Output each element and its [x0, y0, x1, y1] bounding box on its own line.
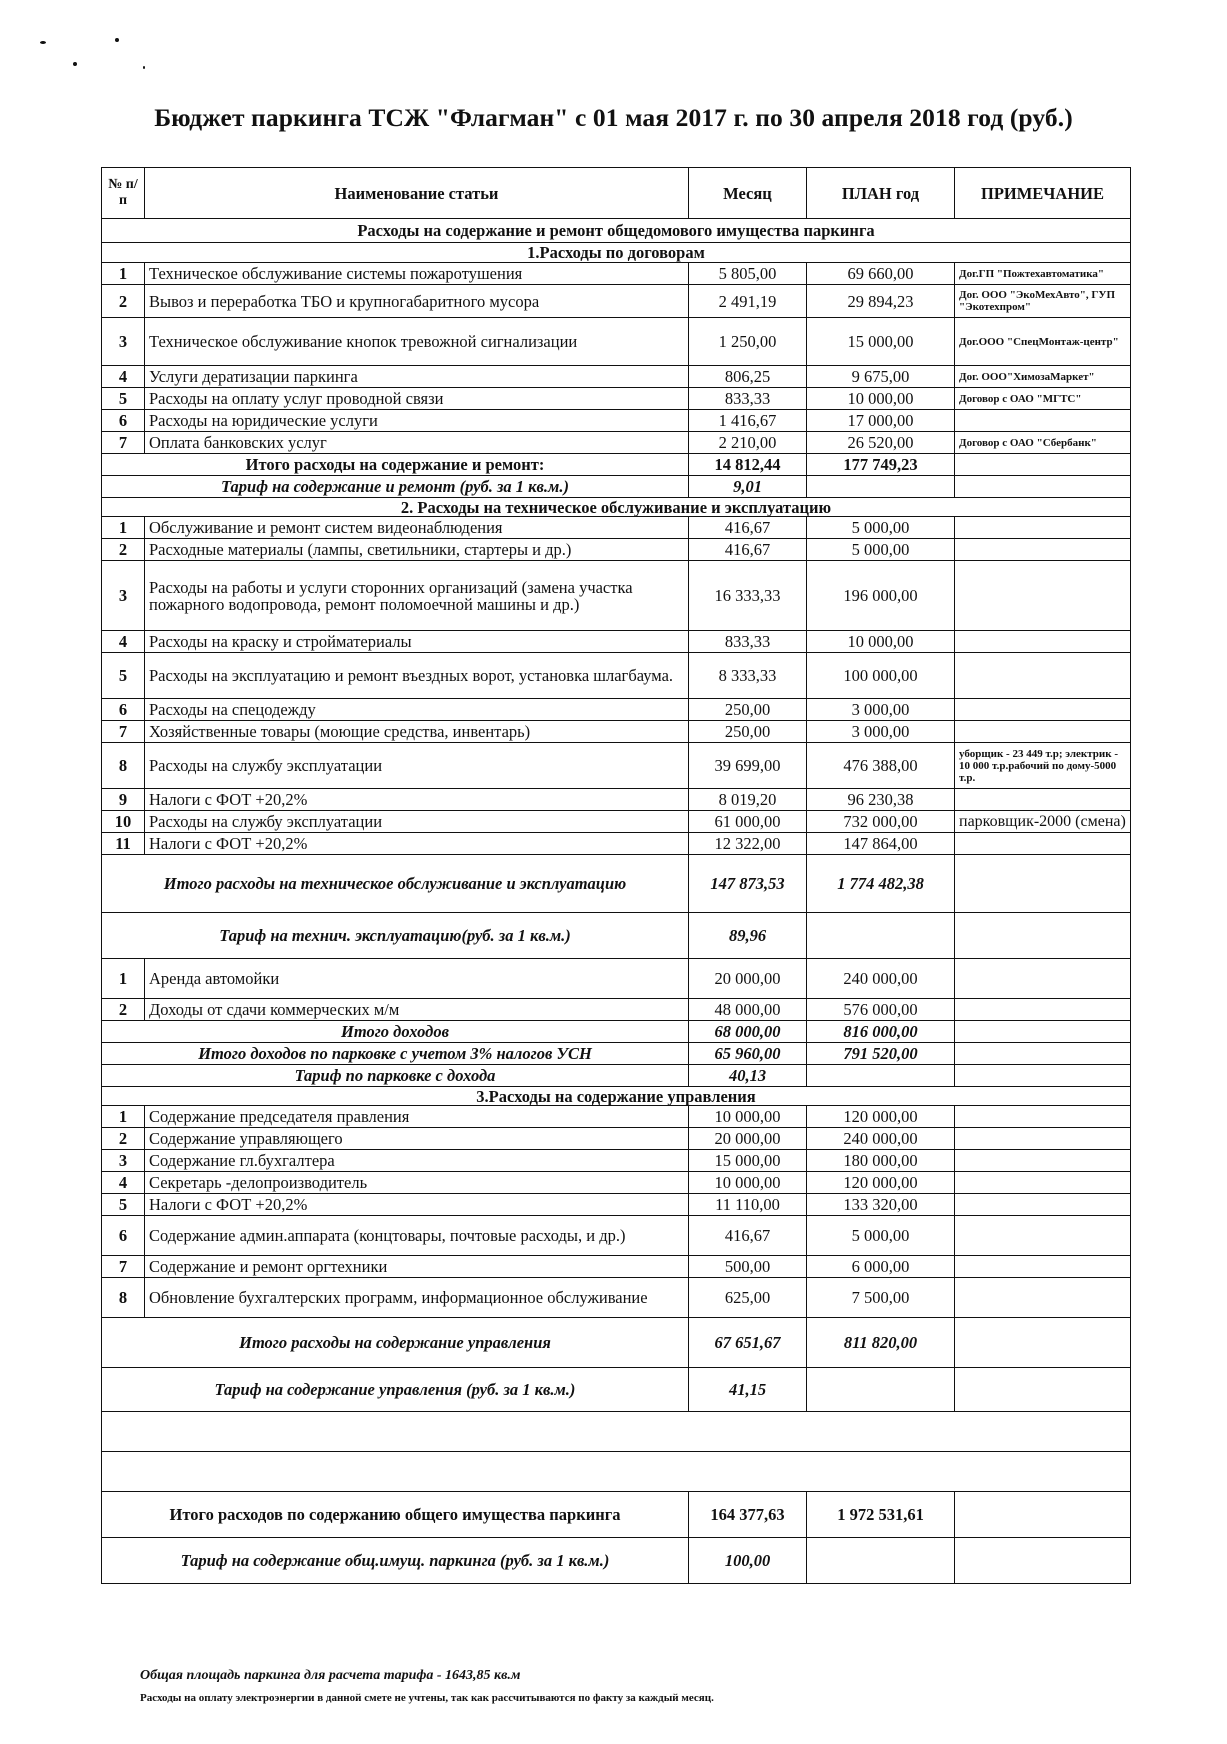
total-month: 40,13: [689, 1065, 807, 1087]
note-cell: [955, 999, 1131, 1021]
table-row: [102, 388, 1131, 410]
total-row: [102, 454, 1131, 476]
item-name: Вывоз и переработка ТБО и крупногабаритного мусора: [145, 285, 689, 318]
note-cell: [955, 1150, 1131, 1172]
total-year: 816 000,00: [807, 1021, 955, 1043]
total-month: 14 812,44: [689, 454, 807, 476]
month-value: 250,00: [689, 721, 807, 743]
table-row: [102, 366, 1131, 388]
month-value: 1 250,00: [689, 318, 807, 366]
total-month: 41,15: [689, 1368, 807, 1412]
grand-tariff-row: [102, 1538, 1131, 1584]
row-number: 3: [102, 318, 145, 366]
total-year: 791 520,00: [807, 1043, 955, 1065]
year-value: 10 000,00: [807, 388, 955, 410]
tariff-row: [102, 476, 1131, 498]
section-1-title: 1.Расходы по договорам: [102, 243, 1131, 263]
year-value: 10 000,00: [807, 631, 955, 653]
note-cell: [955, 1172, 1131, 1194]
note-cell: [955, 454, 1131, 476]
month-value: 416,67: [689, 1216, 807, 1256]
month-value: 250,00: [689, 699, 807, 721]
note-cell: парковщик-2000 (смена): [955, 811, 1131, 833]
note-cell: [955, 476, 1131, 498]
total-label: Итого расходы на содержание управления: [102, 1318, 689, 1368]
note-cell: [955, 1492, 1131, 1538]
total-row: [102, 855, 1131, 913]
total-row: [102, 1318, 1131, 1368]
year-value: 26 520,00: [807, 432, 955, 454]
row-number: 4: [102, 366, 145, 388]
item-name: Содержание управляющего: [145, 1128, 689, 1150]
income-total-row: [102, 1021, 1131, 1043]
row-number: 7: [102, 721, 145, 743]
note-cell: [955, 699, 1131, 721]
footnote-area-size: Общая площадь паркинга для расчета тарифа - 1643,85 кв.м: [140, 1668, 521, 1683]
total-label: Итого доходов: [102, 1021, 689, 1043]
row-number: 9: [102, 789, 145, 811]
total-month: 68 000,00: [689, 1021, 807, 1043]
month-value: 20 000,00: [689, 1128, 807, 1150]
year-value: 69 660,00: [807, 263, 955, 285]
year-value: 5 000,00: [807, 539, 955, 561]
month-value: 806,25: [689, 366, 807, 388]
section-header-row: [102, 498, 1131, 517]
item-name: Расходы на службу эксплуатации: [145, 811, 689, 833]
table-row: [102, 959, 1131, 999]
note-cell: [955, 855, 1131, 913]
year-value: 147 864,00: [807, 833, 955, 855]
year-value: 6 000,00: [807, 1256, 955, 1278]
col-header-name: Наименование статьи: [145, 168, 689, 219]
item-name: Расходы на эксплуатацию и ремонт въездных ворот, установка шлагбаума.: [145, 653, 689, 699]
item-name: Расходы на работы и услуги сторонних организаций (замена участка пожарного водопровода, ремонт поломоечной машины и др.): [145, 561, 689, 631]
col-header-note: ПРИМЕЧАНИЕ: [955, 168, 1131, 219]
year-value: 476 388,00: [807, 743, 955, 789]
month-value: 61 000,00: [689, 811, 807, 833]
item-name: Содержание админ.аппарата (концтовары, почтовые расходы, и др.): [145, 1216, 689, 1256]
row-number: 7: [102, 1256, 145, 1278]
tariff-row: [102, 1065, 1131, 1087]
section-2-title: 2. Расходы на техническое обслуживание и эксплуатацию: [102, 498, 1131, 517]
item-name: Налоги с ФОТ +20,2%: [145, 833, 689, 855]
year-value: 15 000,00: [807, 318, 955, 366]
total-year: [807, 1065, 955, 1087]
total-year: 1 972 531,61: [807, 1492, 955, 1538]
total-month: 164 377,63: [689, 1492, 807, 1538]
total-year: 811 820,00: [807, 1318, 955, 1368]
table-row: [102, 653, 1131, 699]
note-cell: [955, 1021, 1131, 1043]
note-cell: [955, 1318, 1131, 1368]
total-month: 89,96: [689, 913, 807, 959]
month-value: 10 000,00: [689, 1172, 807, 1194]
month-value: 833,33: [689, 388, 807, 410]
grand-total-row: [102, 1492, 1131, 1538]
row-number: 6: [102, 410, 145, 432]
total-label: Тариф на содержание общ.имущ. паркинга (руб. за 1 кв.м.): [102, 1538, 689, 1584]
table-row: [102, 285, 1131, 318]
month-value: 833,33: [689, 631, 807, 653]
col-header-month: Месяц: [689, 168, 807, 219]
month-value: 8 019,20: [689, 789, 807, 811]
section-header-row: [102, 243, 1131, 263]
total-label: Итого расходы на техническое обслуживание и эксплуатацию: [102, 855, 689, 913]
note-cell: [955, 1368, 1131, 1412]
note-cell: [955, 959, 1131, 999]
blank-row: [102, 1412, 1131, 1452]
item-name: Секретарь -делопроизводитель: [145, 1172, 689, 1194]
total-year: [807, 1538, 955, 1584]
section-3-title: 3.Расходы на содержание управления: [102, 1087, 1131, 1106]
item-name: Доходы от сдачи коммерческих м/м: [145, 999, 689, 1021]
note-cell: [955, 561, 1131, 631]
table-row: [102, 811, 1131, 833]
row-number: 6: [102, 699, 145, 721]
row-number: 4: [102, 1172, 145, 1194]
table-row: [102, 1128, 1131, 1150]
month-value: 500,00: [689, 1256, 807, 1278]
total-month: 65 960,00: [689, 1043, 807, 1065]
total-label: Итого расходов по содержанию общего имущества паркинга: [102, 1492, 689, 1538]
note-cell: [955, 1216, 1131, 1256]
month-value: 39 699,00: [689, 743, 807, 789]
blank-cell: [102, 1452, 1131, 1492]
item-name: Расходы на спецодежду: [145, 699, 689, 721]
year-value: 96 230,38: [807, 789, 955, 811]
month-value: 10 000,00: [689, 1106, 807, 1128]
total-month: 67 651,67: [689, 1318, 807, 1368]
row-number: 11: [102, 833, 145, 855]
row-number: 1: [102, 1106, 145, 1128]
month-value: 416,67: [689, 539, 807, 561]
blank-row: [102, 1452, 1131, 1492]
item-name: Налоги с ФОТ +20,2%: [145, 1194, 689, 1216]
year-value: 180 000,00: [807, 1150, 955, 1172]
row-number: 1: [102, 263, 145, 285]
table-row: [102, 631, 1131, 653]
item-name: Оплата банковских услуг: [145, 432, 689, 454]
table-row: [102, 517, 1131, 539]
table-row: [102, 789, 1131, 811]
item-name: Обслуживание и ремонт систем видеонаблюдения: [145, 517, 689, 539]
year-value: 5 000,00: [807, 1216, 955, 1256]
table-row: [102, 999, 1131, 1021]
note-cell: [955, 517, 1131, 539]
year-value: 133 320,00: [807, 1194, 955, 1216]
table-header-row: [102, 168, 1131, 219]
item-name: Расходы на службу эксплуатации: [145, 743, 689, 789]
month-value: 48 000,00: [689, 999, 807, 1021]
year-value: 3 000,00: [807, 721, 955, 743]
month-value: 16 333,33: [689, 561, 807, 631]
year-value: 576 000,00: [807, 999, 955, 1021]
month-value: 5 805,00: [689, 263, 807, 285]
month-value: 416,67: [689, 517, 807, 539]
total-label: Итого доходов по парковке с учетом 3% налогов УСН: [102, 1043, 689, 1065]
year-value: 17 000,00: [807, 410, 955, 432]
row-number: 2: [102, 1128, 145, 1150]
table-body: [102, 219, 1131, 1584]
year-value: 120 000,00: [807, 1172, 955, 1194]
note-cell: [955, 1043, 1131, 1065]
section-header-row: [102, 219, 1131, 243]
row-number: 5: [102, 653, 145, 699]
note-cell: уборщик - 23 449 т.р; электрик - 10 000 т.р.рабочий по дому-5000 т.р.: [955, 743, 1131, 789]
table-row: [102, 833, 1131, 855]
month-value: 2 491,19: [689, 285, 807, 318]
note-cell: [955, 539, 1131, 561]
year-value: 5 000,00: [807, 517, 955, 539]
note-cell: [955, 721, 1131, 743]
note-cell: [955, 1256, 1131, 1278]
item-name: Хозяйственные товары (моющие средства, инвентарь): [145, 721, 689, 743]
table-row: [102, 1150, 1131, 1172]
table-row: [102, 743, 1131, 789]
item-name: Расходные материалы (лампы, светильники, стартеры и др.): [145, 539, 689, 561]
note-cell: [955, 631, 1131, 653]
total-label: Итого расходы на содержание и ремонт:: [102, 454, 689, 476]
row-number: 8: [102, 743, 145, 789]
item-name: Расходы на оплату услуг проводной связи: [145, 388, 689, 410]
month-value: 625,00: [689, 1278, 807, 1318]
note-cell: [955, 833, 1131, 855]
table-row: [102, 410, 1131, 432]
year-value: 240 000,00: [807, 1128, 955, 1150]
row-number: 2: [102, 285, 145, 318]
note-cell: Договор с ОАО "МГТС": [955, 388, 1131, 410]
section-main-title: Расходы на содержание и ремонт общедомового имущества паркинга: [102, 219, 1131, 243]
table-row: [102, 1106, 1131, 1128]
scan-speck: [115, 38, 119, 42]
year-value: 732 000,00: [807, 811, 955, 833]
year-value: 9 675,00: [807, 366, 955, 388]
income-tax-row: [102, 1043, 1131, 1065]
row-number: 1: [102, 517, 145, 539]
table-row: [102, 1216, 1131, 1256]
item-name: Техническое обслуживание системы пожаротушения: [145, 263, 689, 285]
document-title: Бюджет паркинга ТСЖ "Флагман" с 01 мая 2017 г. по 30 апреля 2018 год (руб.): [154, 103, 1073, 132]
total-label: Тариф на содержание и ремонт (руб. за 1 кв.м.): [102, 476, 689, 498]
item-name: Содержание и ремонт оргтехники: [145, 1256, 689, 1278]
note-cell: [955, 1128, 1131, 1150]
year-value: 240 000,00: [807, 959, 955, 999]
note-cell: Дог.ООО "СпецМонтаж-центр": [955, 318, 1131, 366]
total-year: [807, 913, 955, 959]
total-year: [807, 476, 955, 498]
table-row: [102, 318, 1131, 366]
total-label: Тариф на технич. эксплуатацию(руб. за 1 кв.м.): [102, 913, 689, 959]
item-name: Расходы на краску и стройматериалы: [145, 631, 689, 653]
note-cell: [955, 1106, 1131, 1128]
row-number: 8: [102, 1278, 145, 1318]
item-name: Налоги с ФОТ +20,2%: [145, 789, 689, 811]
month-value: 11 110,00: [689, 1194, 807, 1216]
month-value: 20 000,00: [689, 959, 807, 999]
table-row: [102, 432, 1131, 454]
tariff-row: [102, 1368, 1131, 1412]
row-number: 6: [102, 1216, 145, 1256]
footnotes: [140, 1668, 714, 1704]
item-name: Обновление бухгалтерских программ, информационное обслуживание: [145, 1278, 689, 1318]
item-name: Содержание гл.бухгалтера: [145, 1150, 689, 1172]
total-year: [807, 1368, 955, 1412]
month-value: 1 416,67: [689, 410, 807, 432]
total-month: 147 873,53: [689, 855, 807, 913]
note-cell: Дог. ООО"ХимозаМаркет": [955, 366, 1131, 388]
year-value: 120 000,00: [807, 1106, 955, 1128]
note-cell: Договор с ОАО "Сбербанк": [955, 432, 1131, 454]
item-name: Услуги дератизации паркинга: [145, 366, 689, 388]
note-cell: [955, 1194, 1131, 1216]
footnote-electricity: Расходы на оплату электроэнергии в данной смете не учтены, так как рассчитываются по факту за каждый месяц.: [140, 1692, 714, 1704]
item-name: Расходы на юридические услуги: [145, 410, 689, 432]
month-value: 8 333,33: [689, 653, 807, 699]
section-header-row: [102, 1087, 1131, 1106]
row-number: 7: [102, 432, 145, 454]
scan-speck: [143, 66, 145, 69]
row-number: 3: [102, 561, 145, 631]
table-row: [102, 1172, 1131, 1194]
blank-cell: [102, 1412, 1131, 1452]
year-value: 196 000,00: [807, 561, 955, 631]
year-value: 29 894,23: [807, 285, 955, 318]
table-row: [102, 263, 1131, 285]
row-number: 4: [102, 631, 145, 653]
month-value: 15 000,00: [689, 1150, 807, 1172]
col-header-year: ПЛАН год: [807, 168, 955, 219]
note-cell: [955, 913, 1131, 959]
total-year: 1 774 482,38: [807, 855, 955, 913]
budget-table: [101, 167, 1131, 1584]
row-number: 1: [102, 959, 145, 999]
note-cell: [955, 1278, 1131, 1318]
note-cell: [955, 653, 1131, 699]
table-row: [102, 539, 1131, 561]
month-value: 2 210,00: [689, 432, 807, 454]
item-name: Содержание председателя правления: [145, 1106, 689, 1128]
item-name: Аренда автомойки: [145, 959, 689, 999]
month-value: 12 322,00: [689, 833, 807, 855]
year-value: 3 000,00: [807, 699, 955, 721]
table-row: [102, 1194, 1131, 1216]
note-cell: [955, 1538, 1131, 1584]
row-number: 2: [102, 999, 145, 1021]
tariff-row: [102, 913, 1131, 959]
table-row: [102, 721, 1131, 743]
row-number: 5: [102, 388, 145, 410]
note-cell: [955, 1065, 1131, 1087]
row-number: 5: [102, 1194, 145, 1216]
total-label: Тариф на содержание управления (руб. за 1 кв.м.): [102, 1368, 689, 1412]
total-label: Тариф по парковке с дохода: [102, 1065, 689, 1087]
total-year: 177 749,23: [807, 454, 955, 476]
total-month: 9,01: [689, 476, 807, 498]
year-value: 100 000,00: [807, 653, 955, 699]
table-row: [102, 1256, 1131, 1278]
table-row: [102, 699, 1131, 721]
row-number: 10: [102, 811, 145, 833]
scan-speck: [40, 41, 46, 44]
note-cell: Дог. ООО "ЭкоМехАвто", ГУП "Экотехпром": [955, 285, 1131, 318]
note-cell: Дог.ГП "Пожтехавтоматика": [955, 263, 1131, 285]
note-cell: [955, 410, 1131, 432]
table-row: [102, 1278, 1131, 1318]
year-value: 7 500,00: [807, 1278, 955, 1318]
item-name: Техническое обслуживание кнопок тревожной сигнализации: [145, 318, 689, 366]
row-number: 3: [102, 1150, 145, 1172]
note-cell: [955, 789, 1131, 811]
scan-speck: [73, 62, 77, 66]
col-header-no: № п/п: [102, 168, 145, 219]
table-row: [102, 561, 1131, 631]
total-month: 100,00: [689, 1538, 807, 1584]
row-number: 2: [102, 539, 145, 561]
